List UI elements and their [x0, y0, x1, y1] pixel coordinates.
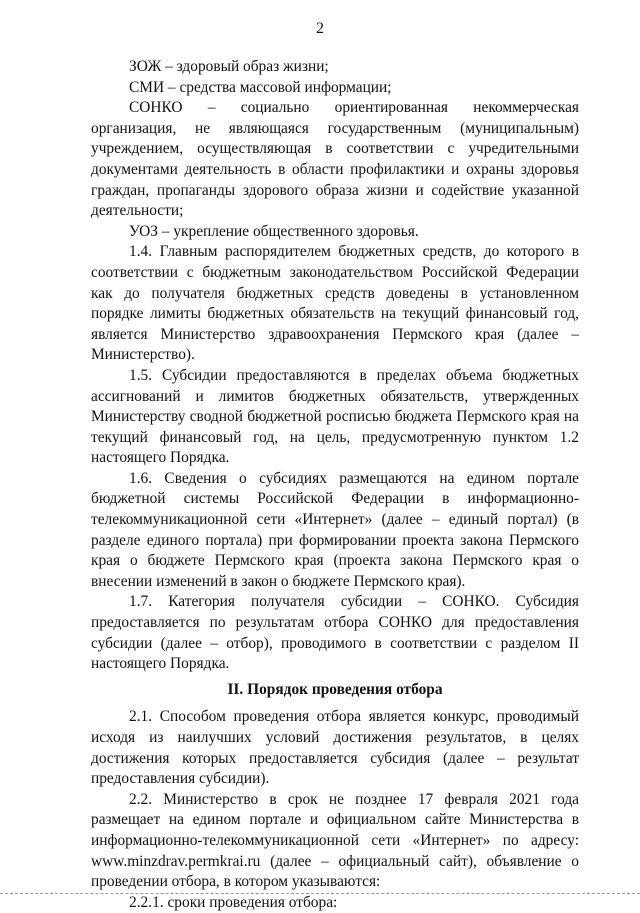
paragraph-1-5: 1.5. Субсидии предоставляются в пределах объема бюджетных ассигнований и лимитов бюджетных обязательств, утвержденных Министерству сводной бюджетной росписью бюджета Пермского края на текущий финансовый год, на цель, предусмотренную пунктом 1.2 настоящего Порядка. — [91, 366, 579, 467]
section-heading: II. Порядок проведения отбора — [227, 680, 443, 698]
paragraph-abbrev-smi: СМИ – средства массовой информации; — [129, 78, 392, 96]
paragraph-abbrev-zozh: ЗОЖ – здоровый образ жизни; — [129, 58, 329, 75]
page-bottom-dashed-line — [0, 893, 640, 894]
paragraph-1-4: 1.4. Главным распорядителем бюджетных средств, до которого в соответствии с бюджетным законодательством Российской Федерации как до получателя бюджетных средств доведены в установленном порядке лимиты бюджетных обязательств на текущий финансовый год, является Министерство здравоохранения Пермского края (далее – Министерство). — [91, 243, 579, 364]
paragraph-1-7: 1.7. Категория получателя субсидии – СОНКО. Субсидия предоставляется по результатам отбора СОНКО для предоставления субсидии (далее – отбор), проводимого в соответствии с разделом II настоящего Порядка. — [91, 593, 579, 673]
paragraph-abbrev-uoz: УОЗ – укрепление общественного здоровья. — [129, 222, 419, 240]
paragraph-2-1: 2.1. Способом проведения отбора является конкурс, проводимый исходя из наилучших условий достижения результатов, в целях достижения которых предоставляется субсидия (далее – результат предоставления субсидии). — [91, 708, 579, 788]
paragraph-2-2-1: 2.2.1. сроки проведения отбора: — [129, 893, 338, 911]
paragraph-abbrev-sonko: СОНКО – социально ориентированная некоммерческая организация, не являющаяся государственным (муниципальным) учреждением, осуществляющая в соответствии с учредительными документами деятельность в области профилактики и охраны здоровья граждан, пропаганды здорового образа жизни и содействие указанной деятельности; — [91, 99, 579, 220]
paragraph-2-2: 2.2. Министерство в срок не позднее 17 февраля 2021 года размещает на едином портале и официальном сайте Министерства в информационно-телекоммуникационной сети «Интернет» по адресу: www.minzdrav.permkrai.ru (далее – официальный сайт), объявление о проведении отбора, в котором указываются: — [91, 790, 579, 891]
paragraph-1-6: 1.6. Сведения о субсидиях размещаются на едином портале бюджетной системы Российской Федерации в информационно-телекоммуникационной сети «Интернет» (далее – единый портал) (в разделе единого портала) при формировании проекта закона Пермского края о бюджете Пермского края (проекта закона Пермского края о внесении изменений в закон о бюджете Пермского края). — [91, 469, 579, 590]
page-number: 2 — [316, 20, 324, 37]
document-body — [91, 57, 579, 913]
